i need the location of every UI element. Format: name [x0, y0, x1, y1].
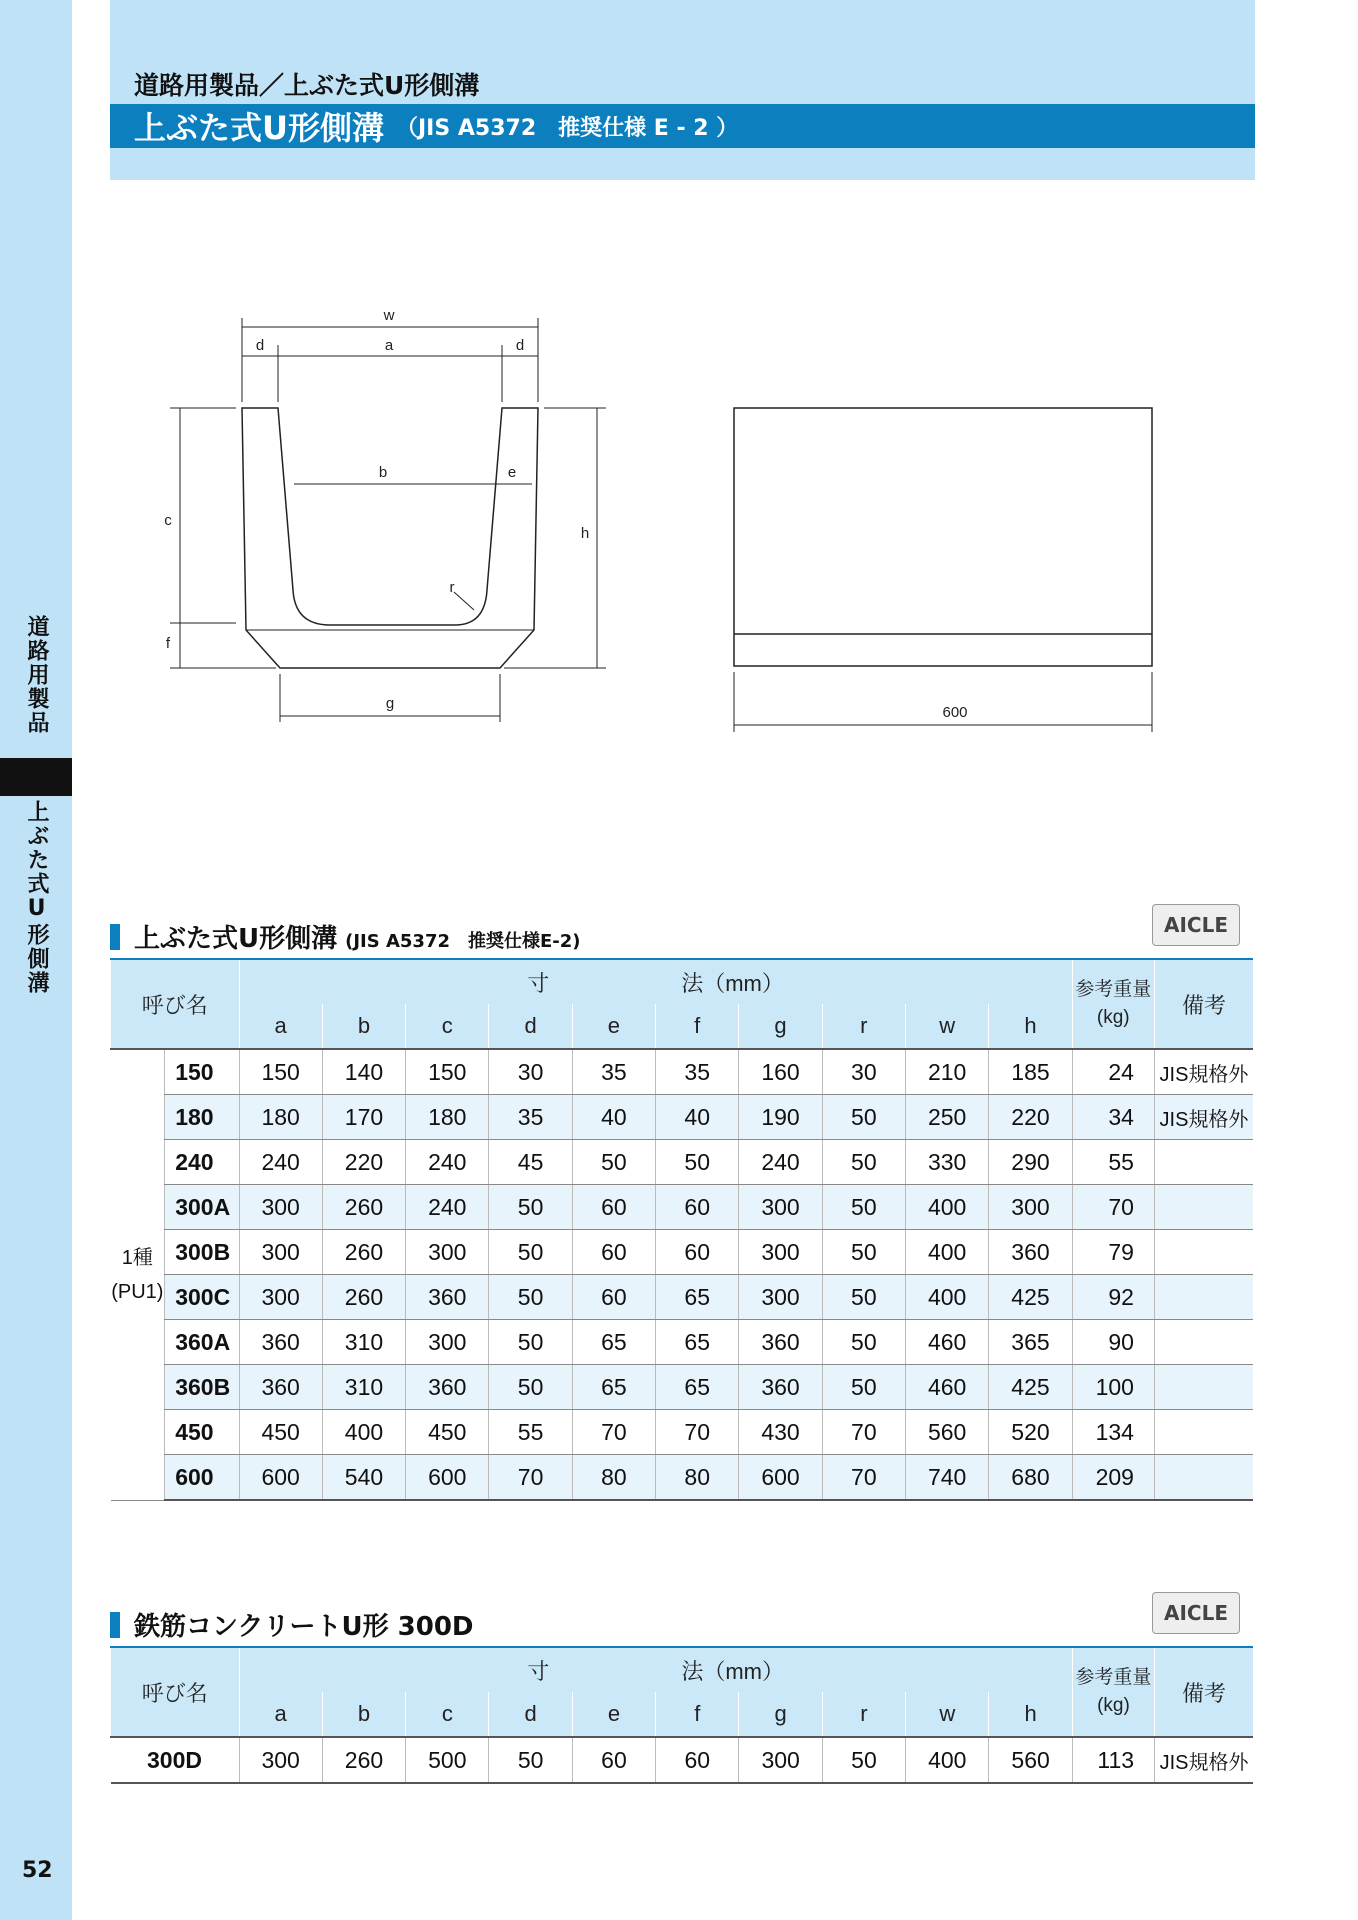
cell-value: 360: [739, 1365, 822, 1410]
cell-value: 60: [656, 1737, 739, 1783]
cell-value: 50: [489, 1365, 572, 1410]
cell-value: 310: [322, 1365, 405, 1410]
cell-value: 50: [822, 1095, 905, 1140]
cell-value: 600: [406, 1455, 489, 1501]
cell-value: 70: [822, 1410, 905, 1455]
cell-value: 65: [656, 1275, 739, 1320]
cell-value: 520: [989, 1410, 1072, 1455]
cell-value: 540: [322, 1455, 405, 1501]
cell-value: 600: [739, 1455, 822, 1501]
cell-value: 70: [656, 1410, 739, 1455]
cell-value: 300: [406, 1320, 489, 1365]
cell-value: 300: [239, 1185, 322, 1230]
row-name: 150: [165, 1049, 239, 1095]
dim-label-h: h: [580, 525, 590, 542]
col-header-e: e: [572, 1692, 655, 1737]
cell-value: 60: [572, 1230, 655, 1275]
cell-value: 65: [656, 1320, 739, 1365]
cell-value: 220: [989, 1095, 1072, 1140]
cell-value: 50: [489, 1320, 572, 1365]
cell-weight: 92: [1072, 1275, 1154, 1320]
row-name: 360A: [165, 1320, 239, 1365]
cell-value: 55: [489, 1410, 572, 1455]
cell-note: [1154, 1140, 1253, 1185]
cell-value: 300: [239, 1275, 322, 1320]
cell-value: 430: [739, 1410, 822, 1455]
cell-value: 170: [322, 1095, 405, 1140]
cell-note: [1154, 1230, 1253, 1275]
col-header-d: d: [489, 1004, 572, 1049]
cell-note: [1154, 1185, 1253, 1230]
dim-label-a: a: [384, 337, 394, 354]
table-row: [111, 1140, 1254, 1185]
cell-value: 250: [906, 1095, 989, 1140]
cell-note: [1154, 1275, 1253, 1320]
col-header-name: 呼び名: [111, 959, 240, 1049]
cell-value: 240: [406, 1140, 489, 1185]
table-row: [111, 1049, 1254, 1095]
table2-section-title: [110, 1606, 474, 1643]
page-number: 52: [22, 1858, 53, 1883]
cell-note: JIS規格外: [1155, 1737, 1253, 1783]
cell-value: 185: [989, 1049, 1072, 1095]
cell-value: 400: [906, 1737, 989, 1783]
cell-value: 460: [906, 1320, 989, 1365]
cell-value: 300: [406, 1230, 489, 1275]
col-header-note: 備考: [1155, 1647, 1253, 1737]
cell-value: 365: [989, 1320, 1072, 1365]
col-header-r: r: [822, 1004, 905, 1049]
cell-value: 40: [572, 1095, 655, 1140]
cell-value: 60: [656, 1230, 739, 1275]
table1-subtitle: (JIS A5372 推奨仕様E-2): [345, 931, 581, 952]
section-marker: [110, 1612, 120, 1638]
cell-value: 425: [989, 1275, 1072, 1320]
cell-value: 310: [322, 1320, 405, 1365]
cell-weight: 34: [1072, 1095, 1154, 1140]
col-header-g: g: [739, 1692, 822, 1737]
cell-value: 360: [406, 1365, 489, 1410]
cell-value: 45: [489, 1140, 572, 1185]
cell-value: 50: [572, 1140, 655, 1185]
cell-value: 65: [572, 1365, 655, 1410]
cell-value: 50: [822, 1737, 905, 1783]
table-row: [111, 1455, 1254, 1501]
cell-weight: 113: [1072, 1737, 1154, 1783]
cell-value: 160: [739, 1049, 822, 1095]
col-header-d: d: [489, 1692, 572, 1737]
dim-label-d-right: d: [515, 337, 525, 354]
col-header-f: f: [656, 1004, 739, 1049]
cell-value: 300: [239, 1737, 322, 1783]
cell-weight: 55: [1072, 1140, 1154, 1185]
cell-weight: 134: [1072, 1410, 1154, 1455]
cell-value: 360: [239, 1320, 322, 1365]
cell-value: 80: [656, 1455, 739, 1501]
col-header-a: a: [239, 1004, 322, 1049]
cell-weight: 90: [1072, 1320, 1154, 1365]
cell-value: 360: [739, 1320, 822, 1365]
aicle-logo: AICLE: [1152, 904, 1240, 946]
cell-value: 35: [489, 1095, 572, 1140]
cell-value: 180: [406, 1095, 489, 1140]
cell-note: [1154, 1410, 1253, 1455]
cell-weight: 209: [1072, 1455, 1154, 1501]
cell-value: 360: [989, 1230, 1072, 1275]
cell-value: 360: [406, 1275, 489, 1320]
cell-value: 450: [239, 1410, 322, 1455]
cell-value: 50: [489, 1230, 572, 1275]
cell-value: 50: [822, 1230, 905, 1275]
row-name: 450: [165, 1410, 239, 1455]
col-header-f: f: [656, 1692, 739, 1737]
cell-value: 290: [989, 1140, 1072, 1185]
cell-value: 400: [906, 1275, 989, 1320]
cell-note: JIS規格外: [1154, 1049, 1253, 1095]
cell-value: 360: [239, 1365, 322, 1410]
col-header-e: e: [572, 1004, 655, 1049]
sidebar-category: 道路用製品: [24, 615, 49, 735]
cell-value: 400: [906, 1185, 989, 1230]
cell-value: 150: [239, 1049, 322, 1095]
col-header-w: w: [906, 1692, 989, 1737]
cell-value: 50: [822, 1365, 905, 1410]
cell-value: 460: [906, 1365, 989, 1410]
cell-value: 400: [906, 1230, 989, 1275]
aicle-logo: AICLE: [1152, 1592, 1240, 1634]
dim-label-b: b: [378, 464, 388, 481]
col-header-b: b: [322, 1004, 405, 1049]
cell-value: 300: [239, 1230, 322, 1275]
cell-value: 140: [322, 1049, 405, 1095]
cell-value: 560: [906, 1410, 989, 1455]
cell-value: 400: [322, 1410, 405, 1455]
row-name: 600: [165, 1455, 239, 1501]
cell-value: 50: [822, 1275, 905, 1320]
cell-weight: 70: [1072, 1185, 1154, 1230]
sidebar-active-marker: [0, 758, 72, 796]
dim-label-r: r: [449, 579, 455, 596]
col-header-w: w: [906, 1004, 989, 1049]
col-header-dims: 寸 法（mm）: [239, 1647, 1072, 1692]
dim-label-length: 600: [942, 704, 968, 721]
page-title: 上ぶた式U形側溝: [134, 109, 384, 147]
col-header-h: h: [989, 1692, 1072, 1737]
cell-value: 260: [322, 1737, 405, 1783]
table1-title: 上ぶた式U形側溝: [134, 924, 338, 954]
cell-value: 240: [739, 1140, 822, 1185]
cell-value: 220: [322, 1140, 405, 1185]
cell-value: 425: [989, 1365, 1072, 1410]
cell-value: 180: [239, 1095, 322, 1140]
row-name: 300C: [165, 1275, 239, 1320]
cell-value: 50: [489, 1185, 572, 1230]
cell-value: 70: [489, 1455, 572, 1501]
cell-note: [1154, 1320, 1253, 1365]
cross-section-diagram: [0, 0, 1358, 760]
col-header-note: 備考: [1154, 959, 1253, 1049]
cell-note: [1154, 1365, 1253, 1410]
cell-value: 240: [406, 1185, 489, 1230]
cell-note: JIS規格外: [1154, 1095, 1253, 1140]
row-name: 300A: [165, 1185, 239, 1230]
breadcrumb: 道路用製品／上ぶた式U形側溝: [134, 71, 480, 100]
cell-value: 50: [822, 1140, 905, 1185]
row-name: 360B: [165, 1365, 239, 1410]
dim-label-c: c: [164, 512, 172, 529]
cell-value: 600: [239, 1455, 322, 1501]
table-row: [111, 1410, 1254, 1455]
col-header-dims: 寸 法（mm）: [239, 959, 1072, 1004]
table-row: [111, 1095, 1254, 1140]
cell-value: 260: [322, 1230, 405, 1275]
cell-value: 300: [739, 1275, 822, 1320]
table-row: [111, 1320, 1254, 1365]
cell-value: 560: [989, 1737, 1072, 1783]
cell-value: 210: [906, 1049, 989, 1095]
cell-value: 330: [906, 1140, 989, 1185]
col-header-name: 呼び名: [111, 1647, 240, 1737]
cell-weight: 79: [1072, 1230, 1154, 1275]
cell-value: 300: [739, 1230, 822, 1275]
page-subtitle: （JIS A5372 推奨仕様 E - 2 ）: [396, 115, 739, 141]
cell-value: 60: [572, 1185, 655, 1230]
row-name: 300B: [165, 1230, 239, 1275]
kind-label: 1種 (PU1): [111, 1049, 165, 1500]
table-row: [111, 1185, 1254, 1230]
col-header-weight: 参考重量 (kg): [1072, 1647, 1154, 1737]
cell-weight: 100: [1072, 1365, 1154, 1410]
col-header-a: a: [239, 1692, 322, 1737]
cell-value: 240: [239, 1140, 322, 1185]
cell-value: 740: [906, 1455, 989, 1501]
dim-label-e: e: [507, 464, 517, 481]
cell-value: 35: [656, 1049, 739, 1095]
cell-value: 80: [572, 1455, 655, 1501]
sidebar-subcategory: 上ぶた式U形側溝: [24, 800, 49, 995]
col-header-c: c: [406, 1004, 489, 1049]
row-name: 300D: [111, 1737, 240, 1783]
cell-value: 30: [489, 1049, 572, 1095]
cell-value: 70: [822, 1455, 905, 1501]
cell-value: 50: [822, 1185, 905, 1230]
row-name: 240: [165, 1140, 239, 1185]
table-row: [111, 1275, 1254, 1320]
table-row: [111, 1365, 1254, 1410]
col-header-b: b: [322, 1692, 405, 1737]
section-marker: [110, 924, 120, 950]
col-header-c: c: [406, 1692, 489, 1737]
cell-value: 40: [656, 1095, 739, 1140]
cell-value: 50: [489, 1737, 572, 1783]
col-header-g: g: [739, 1004, 822, 1049]
table-row: [111, 1230, 1254, 1275]
cell-value: 500: [406, 1737, 489, 1783]
table2-title: 鉄筋コンクリートU形 300D: [134, 1612, 474, 1642]
cell-value: 190: [739, 1095, 822, 1140]
col-header-h: h: [989, 1004, 1072, 1049]
cell-value: 300: [739, 1185, 822, 1230]
dim-label-d-left: d: [255, 337, 265, 354]
dim-label-g: g: [385, 695, 395, 712]
cell-value: 680: [989, 1455, 1072, 1501]
cell-value: 50: [489, 1275, 572, 1320]
table2: [110, 1646, 1253, 1784]
dim-label-w: w: [383, 307, 395, 324]
table-row: [111, 1737, 1254, 1783]
row-name: 180: [165, 1095, 239, 1140]
table1: [110, 958, 1253, 1501]
cell-value: 300: [739, 1737, 822, 1783]
cell-value: 65: [656, 1365, 739, 1410]
cell-value: 70: [572, 1410, 655, 1455]
cell-value: 450: [406, 1410, 489, 1455]
cell-value: 50: [656, 1140, 739, 1185]
cell-value: 60: [572, 1275, 655, 1320]
col-header-r: r: [822, 1692, 905, 1737]
table1-section-title: [110, 918, 581, 955]
cell-value: 260: [322, 1185, 405, 1230]
cell-note: [1154, 1455, 1253, 1501]
dim-label-f: f: [165, 635, 171, 652]
cell-weight: 24: [1072, 1049, 1154, 1095]
cell-value: 50: [822, 1320, 905, 1365]
cell-value: 60: [656, 1185, 739, 1230]
cell-value: 30: [822, 1049, 905, 1095]
cell-value: 60: [572, 1737, 655, 1783]
cell-value: 65: [572, 1320, 655, 1365]
cell-value: 300: [989, 1185, 1072, 1230]
cell-value: 150: [406, 1049, 489, 1095]
cell-value: 35: [572, 1049, 655, 1095]
cell-value: 260: [322, 1275, 405, 1320]
col-header-weight: 参考重量 (kg): [1072, 959, 1154, 1049]
